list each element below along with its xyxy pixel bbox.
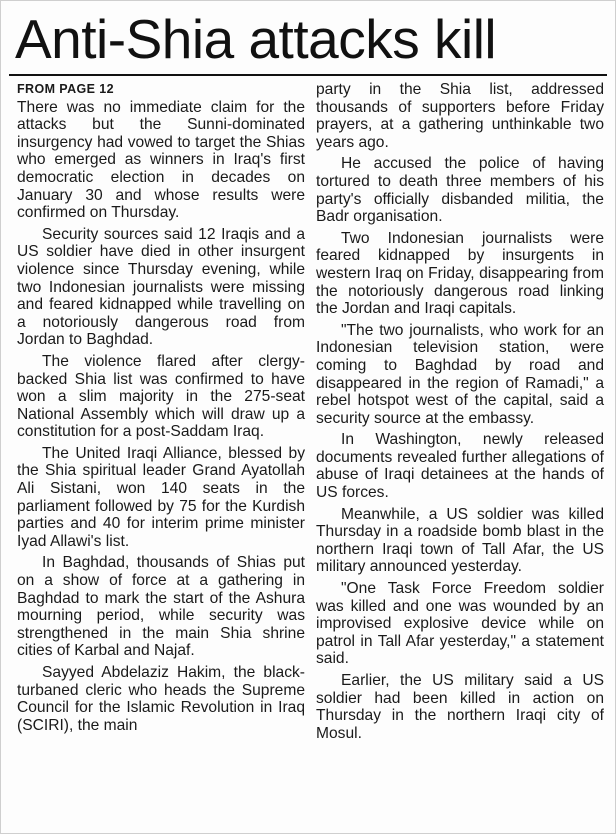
paragraph: In Baghdad, thousands of Shias put on a show of force at a gathering in Baghdad to mark the start of the Ashura mourning period, while security was strengthened in the main Shia shrine cities of Karbal and Najaf. (17, 554, 305, 660)
paragraph: Earlier, the US military said a US soldier had been killed in action on Thursday in the northern Iraqi city of Mosul. (316, 672, 604, 742)
paragraph: In Washington, newly released documents revealed further allegations of abuse of Iraqi detainees at the hands of US forces. (316, 431, 604, 502)
paragraph: The United Iraqi Alliance, blessed by the Shia spiritual leader Grand Ayatollah Ali Sistani, won 140 seats in the parliament followed by 75 for the Kurdish parties and 40 for interim prime minister Iyad Allawi's list. (17, 444, 305, 550)
paragraph: He accused the police of having tortured to death three members of his party's officially disbanded militia, the Badr organisation. (316, 155, 604, 226)
paragraph: There was no immediate claim for the attacks but the Sunni-dominated insurgency had vowed to target the Shias who emerged as winners in Iraq's first democratic election in decades on January 30 and whose results were confirmed on Thursday. (17, 98, 305, 222)
paragraph: Sayyed Abdelaziz Hakim, the black-turbaned cleric who heads the Supreme Council for the Islamic Revolution in Iraq (SCIRI), the main (17, 664, 305, 734)
headline: Anti-Shia attacks kill (15, 8, 497, 70)
kicker: FROM PAGE 12 (17, 82, 114, 96)
headline-rule (9, 74, 607, 76)
paragraph: Two Indonesian journalists were feared kidnapped by insurgents in western Iraq on Friday, disappearing from the notoriously dangerous road linking the Jordan and Iraqi capitals. (316, 229, 604, 318)
left-column (17, 81, 305, 738)
paragraph: party in the Shia list, addressed thousands of supporters before Friday prayers, at a gathering unthinkable two years ago. (316, 81, 604, 151)
paragraph: "The two journalists, who work for an Indonesian television station, were coming to Baghdad by road and disappeared in the region of Ramadi," a rebel hotspot west of the capital, said a security source at the embassy. (316, 321, 604, 427)
paragraph: Security sources said 12 Iraqis and a US soldier have died in other insurgent violence since Thursday evening, while two Indonesian journalists were missing and feared kidnapped while travelling on a notoriously dangerous road from Jordan to Baghdad. (17, 225, 305, 349)
paragraph: Meanwhile, a US soldier was killed Thursday in a roadside bomb blast in the northern Iraqi town of Tall Afar, the US military announced yesterday. (316, 505, 604, 576)
paragraph: The violence flared after clergy-backed Shia list was confirmed to have won a slim majority in the 275-seat National Assembly which will draw up a constitution for a post-Saddam Iraq. (17, 352, 305, 441)
right-column (316, 81, 604, 746)
paragraph: "One Task Force Freedom soldier was killed and one was wounded by an improvised explosive device while on patrol in Tall Afar yesterday," a statement said. (316, 580, 604, 668)
